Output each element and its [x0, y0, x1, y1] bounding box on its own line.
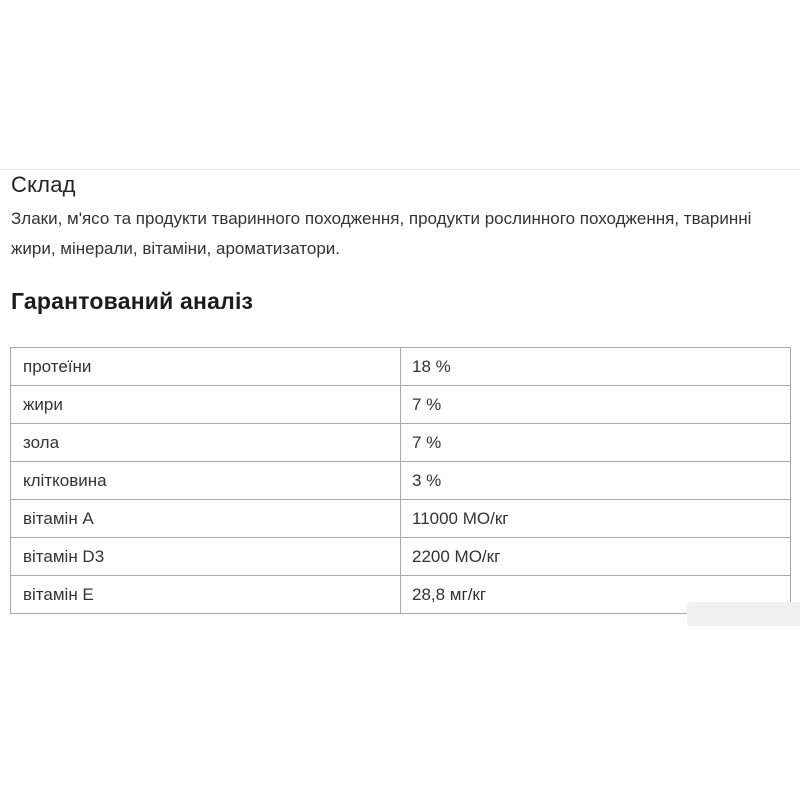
composition-section-title: Склад	[11, 172, 76, 197]
table-row	[11, 386, 791, 424]
table-row	[11, 424, 791, 462]
guaranteed-analysis-title: Гарантований аналіз	[11, 288, 254, 314]
table-row	[11, 576, 791, 614]
analysis-row-value: 28,8 мг/кг	[401, 576, 791, 614]
analysis-row-label: клітковина	[11, 462, 401, 500]
analysis-row-label: вітамін D3	[11, 538, 401, 576]
analysis-row-value: 2200 МО/кг	[401, 538, 791, 576]
analysis-row-label: протеїни	[11, 348, 401, 386]
table-row	[11, 538, 791, 576]
analysis-row-label: жири	[11, 386, 401, 424]
analysis-row-value: 7 %	[401, 386, 791, 424]
analysis-row-label: зола	[11, 424, 401, 462]
composition-ingredients-text: Злаки, м'ясо та продукти тваринного походження, продукти рослинного походження, тваринні жири, мінерали, вітаміни, ароматизатори.	[11, 209, 752, 258]
analysis-row-value: 18 %	[401, 348, 791, 386]
table-row	[11, 500, 791, 538]
table-row	[11, 462, 791, 500]
analysis-row-label: вітамін A	[11, 500, 401, 538]
table-row	[11, 348, 791, 386]
analysis-row-label: вітамін E	[11, 576, 401, 614]
floating-widget-fragment[interactable]	[687, 602, 800, 626]
analysis-row-value: 7 %	[401, 424, 791, 462]
guaranteed-analysis-table	[10, 347, 791, 614]
analysis-row-value: 11000 МО/кг	[401, 500, 791, 538]
section-divider	[0, 169, 800, 170]
analysis-row-value: 3 %	[401, 462, 791, 500]
